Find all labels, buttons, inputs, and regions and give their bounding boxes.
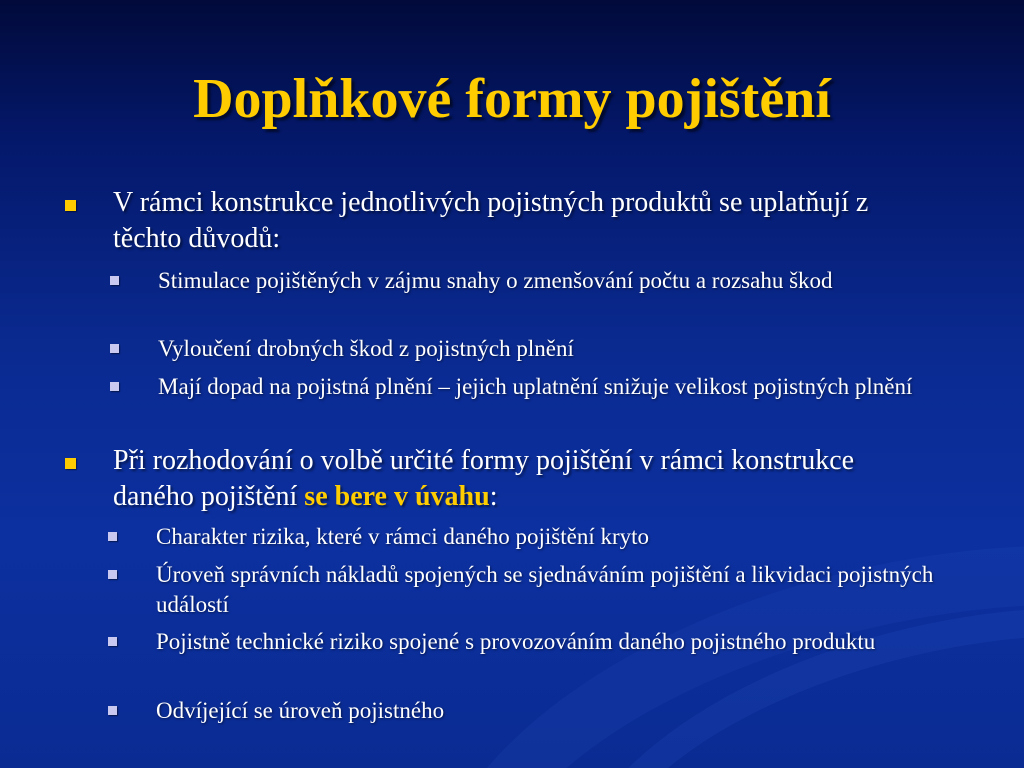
sub-bullet-text: Vyloučení drobných škod z pojistných plnění	[158, 336, 574, 361]
bullet-text: Při rozhodování o volbě určité formy pojištění v rámci konstrukce daného pojištění	[113, 445, 855, 512]
sub-bullet-item	[156, 560, 956, 620]
sub-bullet-item	[156, 627, 956, 657]
sub-bullet-item	[158, 334, 958, 364]
bullet-item	[113, 185, 913, 257]
sub-bullet-item	[158, 266, 958, 296]
sub-bullet-square-icon	[108, 706, 117, 715]
sub-bullet-text: Charakter rizika, které v rámci daného pojištění kryto	[156, 524, 650, 549]
sub-bullet-text: Odvíjející se úroveň pojistného	[156, 698, 445, 723]
slide-title: Doplňkové formy pojištění	[193, 68, 831, 130]
sub-bullet-square-icon	[110, 344, 119, 353]
sub-bullet-square-icon	[110, 382, 119, 391]
bullet-text-end: :	[489, 481, 498, 512]
highlight-text: se bere v úvahu	[304, 481, 490, 512]
sub-bullet-text: Pojistně technické riziko spojené s provozováním daného pojistného produktu	[156, 629, 876, 654]
sub-bullet-item	[156, 696, 956, 726]
sub-bullet-text: Úroveň správních nákladů spojených se sjednáváním pojištění a likvidaci pojistných událostí	[156, 562, 934, 617]
sub-bullet-square-icon	[108, 637, 117, 646]
bullet-item	[113, 443, 913, 515]
sub-bullet-square-icon	[110, 276, 119, 285]
bullet-square-icon	[65, 200, 76, 211]
sub-bullet-text: Stimulace pojištěných v zájmu snahy o zmenšování počtu a rozsahu škod	[158, 268, 833, 293]
sub-bullet-item	[158, 372, 958, 402]
sub-bullet-square-icon	[108, 532, 117, 541]
sub-bullet-text: Mají dopad na pojistná plnění – jejich uplatnění snižuje velikost pojistných plnění	[158, 374, 913, 399]
sub-bullet-square-icon	[108, 570, 117, 579]
bullet-square-icon	[65, 458, 76, 469]
sub-bullet-item	[156, 522, 956, 552]
bullet-text: V rámci konstrukce jednotlivých pojistných produktů se uplatňují z těchto důvodů:	[113, 187, 869, 254]
